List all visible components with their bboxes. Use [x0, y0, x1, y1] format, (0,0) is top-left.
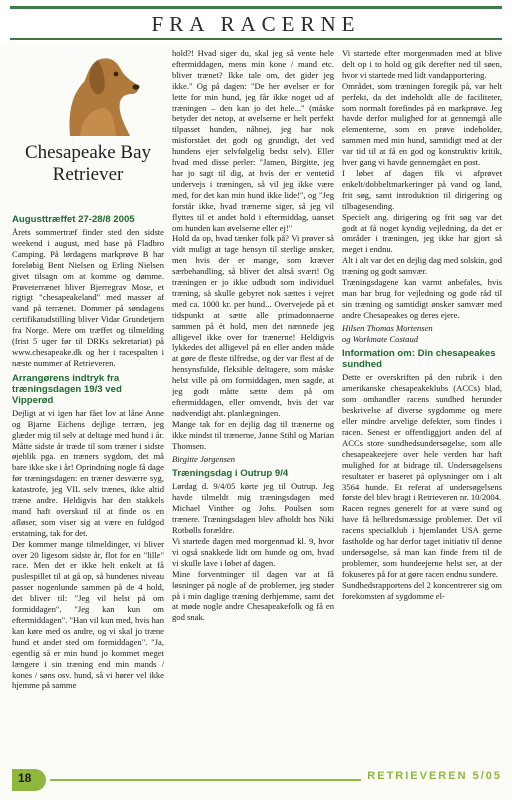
paragraph: hold?! Hvad siger du, skal jeg så vente hele eftermiddagen, mens min kone / mand etc. bliver trænet? Ikke tale om, det gider jeg ikke." Og på dagen: "De her øvelser er for lette for min hund, jeg får ikke noget ud af træningen – den kan jo det hele..." (måske betyder det netop, at øvelserne er helt perfekt tilpasset hunden, nåhnej, jeg har nok misforstået det godt og grundigt, det ved hundens ejer selvfølgelig bedst selv). Eller hvad med disse perler: "Jamen, Birgitte, jeg har jo sagt til dig, at hvis der er ventetid undervejs i træningen, så vil jeg ikke være med, for det kan min hund ikke lide!", og "Jeg forstår ikke, hvad trænerne siger, så jeg vil flyttes til et andet hold i eftermiddag, uanset om hunden kan øvelserne eller ej!" — [172, 48, 334, 233]
paragraph: Dette er overskriften på den rubrik i den amerikanske chesapeakeklubs (ACCs) blad, som omhandler racens sundhed herunder beskrivelse af diverse sygdomme og mere eller mindre arvelige defekter, som findes i racen. Senest er offentliggjort anden del af ACCs store sundhedsundersøgelse, som alle chesapeakeejere over hele verden har haft mulighed for at bidrage til. Undersøgelsens resultater er baseret på oplysninger om i alt 3564 hunde. Et referat af undersøgelsens første del blev bragt i Retrieveren nr. 10/2004. — [342, 372, 502, 503]
article-heading: Træningsdag i Outrup 9/4 — [172, 468, 289, 480]
magazine-issue: RETRIEVEREN 5/05 — [361, 770, 502, 782]
paragraph: Specielt ang. dirigering og frit søg var det godt at få noget kyndig vejledning, da det er områder i træningen, jeg ikke har gjort så meget i endnu. — [342, 211, 502, 255]
section-header — [0, 0, 512, 44]
dog-photo — [50, 50, 142, 136]
header-bottom-rule — [10, 38, 502, 40]
paragraph: Området, som træningen foregik på, var helt perfekt, da det indeholdt alle de faciliteter, som normalt forefindes på en markprøve. Jeg havde derfor mulighed for at gennemgå alle elementerne, som en prøve indeholder, sammen med min hund, samtidigt med at der var tid til at få en god og konstruktiv kritik, hver gang vi havde gennemgået en post. — [342, 80, 502, 168]
article-heading: Augusttræffet 27-28/8 2005 — [12, 214, 135, 225]
breed-title: Chesapeake Bay Retriever — [24, 142, 152, 185]
paragraph: Årets sommertræf finder sted den sidste weekend i august, med base på Fladbro Camping. På lørdagens markprøve B har foreløbig Bent Nielsen og Erling Nielsen givet tilsagn om at komme og dømme. Prøveterrænet bliver Bjerregrav Mose, et rigtigt "chesapeakeland" med masser af vand på terrænet. Dommer på søndagens certifikatudstilling bliver Vidar Grundetjern fra Norge. Mere om træffet og tilmelding (frist 5 uger før til DRKs sekretariat) på www.chesapeake.dk og her i racespalten i næste nummer af Retrieveren. — [12, 227, 164, 368]
paragraph: Der kommer mange tilmeldinger, vi bliver over 20 ligesom sidste år, flot for en "lille" race. Men det er ikke helt enkelt at få puslespillet til at gå op, så hundenes niveau passer nogenlunde sammen på de 4 hold, det bliver til: "Jeg vil helst på om formiddagen". "Jeg kan kun om eftermiddagen". "Han vil kun med, hvis han kan køre med os andre, og vi skal jo træne hund et andet sted om formiddagen". "Ja, egentlig så er min hund jo kommet meget længere i sin træning end min mands / kones / søns osv. hund, så vi hører vel ikke hjemme på samme — [12, 538, 164, 691]
paragraph: Mange tak for en dejlig dag til trænerne og ikke mindst til trænerne, Janne Stihl og Marian Thomsen. — [172, 418, 334, 451]
signature: Hilsen Thomas Mortensen — [342, 322, 433, 333]
page-footer — [0, 762, 512, 800]
column-1 — [12, 48, 164, 758]
column-3 — [342, 48, 502, 758]
article-heading: Information om: Din chesapeakes sundhed — [342, 348, 496, 371]
paragraph: Træningsdagene kan varmt anbefales, hvis man har brug for vejledning og gode råd til sin træning og samtidigt ønsker samvær med andre Chesapeakes og deres ejere. — [342, 277, 502, 320]
paragraph: Racen regnes generelt for at være sund og have få helbredsmæssige problemer. Det vil racens specialklub i hjemlandet USA gerne fastholde og har derfor taget initiativ til denne undersøgelse, så man kan finde frem til de problemer, som hundeejerne helst ser, at der fokuseres på for at gøre racen endnu sundere. — [342, 503, 502, 579]
paragraph: Sundhedsrapportens del 2 koncentrerer sig om forekomsten af sygdomme el- — [342, 579, 502, 601]
paragraph: Dejligt at vi igen har fået lov at låne Anne og Bjarne Eichens dejlige terræn, jeg glæder mig til selv at deltage med hund i år. Måtte sidste år træde til som træner i sidste øjeblik pga. en træners sygdom, det må bare ikke ske i år! Oprindning nogle få dage før træningsdagen: en træner desværre syg, katastrofe, jeg VIL selv trænes, ikke altid træne andre. Heldigvis har den stakkels mand haft overskud til at finde os en afløser, som viser sig at være en fuldgod erstatning, tak for det. — [12, 407, 164, 538]
paragraph: Lørdag d. 9/4/05 kørte jeg til Outrup. Jeg havde tilmeldt mig træningsdagen med Michael Vinther og Johs. Poulsen som trænere. Træningsdagen blev afholdt hos Niki Rotbølls forældre. — [172, 481, 334, 536]
paragraph: Mine forventninger til dagen var at få løsninger på nogle af de problemer, jeg støder på i min daglige træning derhjemme, samt det at møde nogle andre Chesapeakefolk og få en god snak. — [172, 568, 334, 623]
paragraph: Alt i alt var det en dejlig dag med solskin, god træning og godt samvær. — [342, 255, 502, 277]
signature: Birgitte Jørgensen — [172, 453, 236, 464]
breed-box — [12, 48, 164, 208]
paragraph: Vi startede dagen med morgenmad kl. 9, hvor vi også snakkede lidt om hunde og om, hvad vi skulle lave i løbet af dagen. — [172, 535, 334, 568]
paragraph: Hold da op, hvad tænker folk på? Vi prøver så vidt muligt at tage hensyn til sterlige ønsker, men hvis der er mange, som kræver særbehandling, så bliver det altså svært! Og træningen er jo ikke udbudt som individuel træning, så skulle gebyret nok sættes i vejret med ca. 1000 kr. per hund... Overvejede på et tidspunkt at sætte alle primadonnaerne sammen på ét hold, men det nænnede jeg alligevel ikke over for trænerne! Heldigvis lykkedes det alligevel på en eller anden måde at gøre de fleste tilfredse, og der var flest af de hensynsfulde, fleksible deltagere, som måske helst ville på om formiddagen, men sagde, at jeg godt måtte sætte dem på om eftermiddagen, eller omvendt, hvis det var nødvendigt aht. planlægningen. — [172, 233, 334, 418]
signature: og Workmate Costaud — [342, 333, 419, 344]
header-top-rule — [10, 6, 502, 9]
paragraph: Vi startede efter morgenmaden med at blive delt op i to hold og gik derefter ned til søen, hvor vi startede med lidt vandapportering. — [342, 48, 502, 80]
section-title: FRA RACERNE — [151, 12, 361, 36]
article-heading: Arrangørens indtryk fra træningsdagen 19/3 ved Vipperød — [12, 372, 122, 406]
column-2 — [172, 48, 334, 758]
page-number: 18 — [18, 771, 32, 785]
paragraph: I løbet af dagen fik vi afprøvet enkelt/dobbeltmarkeringer på vand og land, frit søg, samt introduktion til dirigering og tilbagesending. — [342, 167, 502, 211]
